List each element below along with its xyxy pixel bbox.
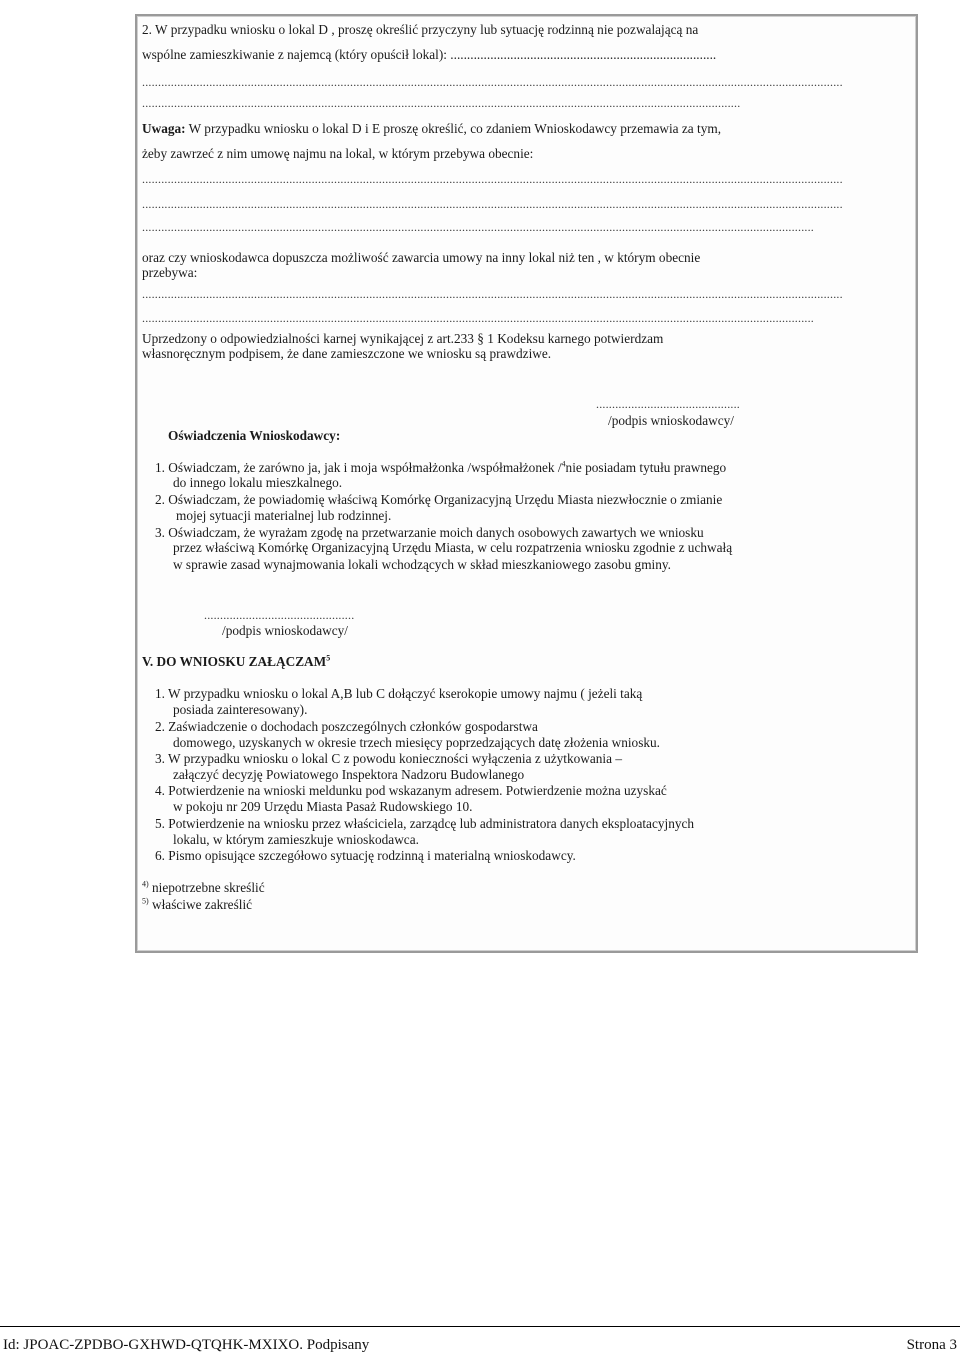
attachment-1-line2: posiada zainteresowany). (173, 702, 308, 717)
fill-line: ........................................................................................................................................................................................................................... (142, 173, 843, 185)
liability-line2: własnoręcznym podpisem, że dane zamieszczone we wniosku są prawdziwe. (142, 346, 552, 361)
fill-line: .................................................................................................................................................................................................................. (142, 312, 814, 324)
declarations-heading: Oświadczenia Wnioskodawcy: (168, 428, 341, 443)
fill-line: ........................................................................................................................................................................................................................... (142, 198, 843, 210)
signature-label: /podpis wnioskodawcy/ (608, 413, 734, 428)
document-id: Id: JPOAC-ZPDBO-GXHWD-QTQHK-MXIXO. Podpisany (3, 1337, 370, 1353)
note-line1 (142, 121, 721, 137)
declaration-2-line1: 2. Oświadczam, że powiadomię właściwą Komórkę Organizacyjną Urzędu Miasta niezwłocznie o zmianie (155, 492, 723, 507)
alternative-lokal-line1: oraz czy wnioskodawca dopuszcza możliwość zawarcia umowy na inny lokal niż ten , w którym obecnie (142, 250, 701, 265)
liability-line1: Uprzedzony o odpowiedzialności karnej wynikającej z art.233 § 1 Kodeksu karnego potwierdzam (142, 331, 664, 346)
page-number: Strona 3 (906, 1337, 957, 1353)
alternative-lokal-line2: przebywa: (142, 265, 198, 280)
attachment-6-line1: 6. Pismo opisujące szczegółowo sytuację rodzinną i materialną wnioskodawcy. (155, 848, 576, 863)
attachment-4-line2: w pokoju nr 209 Urzędu Miasta Pasaż Rudowskiego 10. (173, 799, 473, 814)
footnote-4: $^{4)}$ niepotrzebne skreślić (142, 879, 265, 895)
fill-line: ........................................................................................................................................................................................................................... (142, 288, 843, 300)
attachments-heading: V. DO WNIOSKU ZAŁĄCZAM$^5$ (142, 653, 331, 669)
declaration-2-line2: mojej sytuacji materialnej lub rodzinnej. (176, 508, 392, 523)
signature-line: ............................................... (204, 609, 355, 621)
footnote-5: $^{5)}$ właściwe zakreślić (142, 896, 253, 912)
declaration-3-line1: 3. Oświadczam, że wyrażam zgodę na przetwarzanie moich danych osobowych zawartych we wniosku (155, 525, 704, 540)
declaration-1-line2: do innego lokalu mieszkalnego. (173, 475, 343, 490)
fill-line: ........................................................................................................................................................................................................................... (142, 76, 843, 88)
note-label: Uwaga: (142, 121, 186, 136)
attachment-3-line1: 3. W przypadku wniosku o lokal C z powodu konieczności wyłączenia z użytkowania – (155, 751, 622, 766)
signature-line: ............................................. (596, 398, 740, 410)
footer-divider (0, 1326, 960, 1327)
signature-label: /podpis wnioskodawcy/ (222, 623, 348, 638)
declaration-3-line2: przez właściwą Komórkę Organizacyjną Urzędu Miasta, w celu rozpatrzenia wniosku zgodnie z uchwałą (173, 540, 733, 555)
attachment-1-line1: 1. W przypadku wniosku o lokal A,B lub C dołączyć kserokopie umowy najmu ( jeżeli taką (155, 686, 643, 701)
declaration-3-line3: w sprawie zasad wynajmowania lokali wchodzących w skład mieszkaniowego zasobu gminy. (173, 557, 671, 572)
attachment-3-line2: załączyć decyzję Powiatowego Inspektora Nadzoru Budowlanego (173, 767, 525, 782)
fill-line: ........................................................................................................................................................................................... (142, 97, 741, 109)
section2-line1: 2. W przypadku wniosku o lokal D , proszę określić przyczyny lub sytuację rodzinną nie pozwalającą na (142, 22, 699, 37)
attachment-5-line2: lokalu, w którym zamieszkuje wnioskodawca. (173, 832, 419, 847)
attachment-5-line1: 5. Potwierdzenie na wniosku przez właściciela, zarządcę lub administratora danych eksploatacyjnych (155, 816, 695, 831)
fill-line: .................................................................................................................................................................................................................. (142, 221, 814, 233)
section2-line2: wspólne zamieszkiwanie z najemcą (który opuścił lokal): ................................................................................ (142, 47, 717, 62)
attachment-4-line1: 4. Potwierdzenie na wnioski meldunku pod wskazanym adresem. Potwierdzenie można uzyskać (155, 783, 667, 798)
note-line2: żeby zawrzeć z nim umowę najmu na lokal, w którym przebywa obecnie: (142, 146, 534, 161)
attachment-2-line1: 2. Zaświadczenie o dochodach poszczególnych członków gospodarstwa (155, 719, 538, 734)
note-text: W przypadku wniosku o lokal D i E proszę określić, co zdaniem Wnioskodawcy przemawia za tym, (185, 121, 722, 136)
attachment-2-line2: domowego, uzyskanych w okresie trzech miesięcy poprzedzających datę złożenia wniosku. (173, 735, 660, 750)
declaration-1-line1: 1. Oświadczam, że zarówno ja, jak i moja współmałżonka /współmałżonek /$^4$nie posiadam tytułu prawnego (155, 459, 727, 475)
